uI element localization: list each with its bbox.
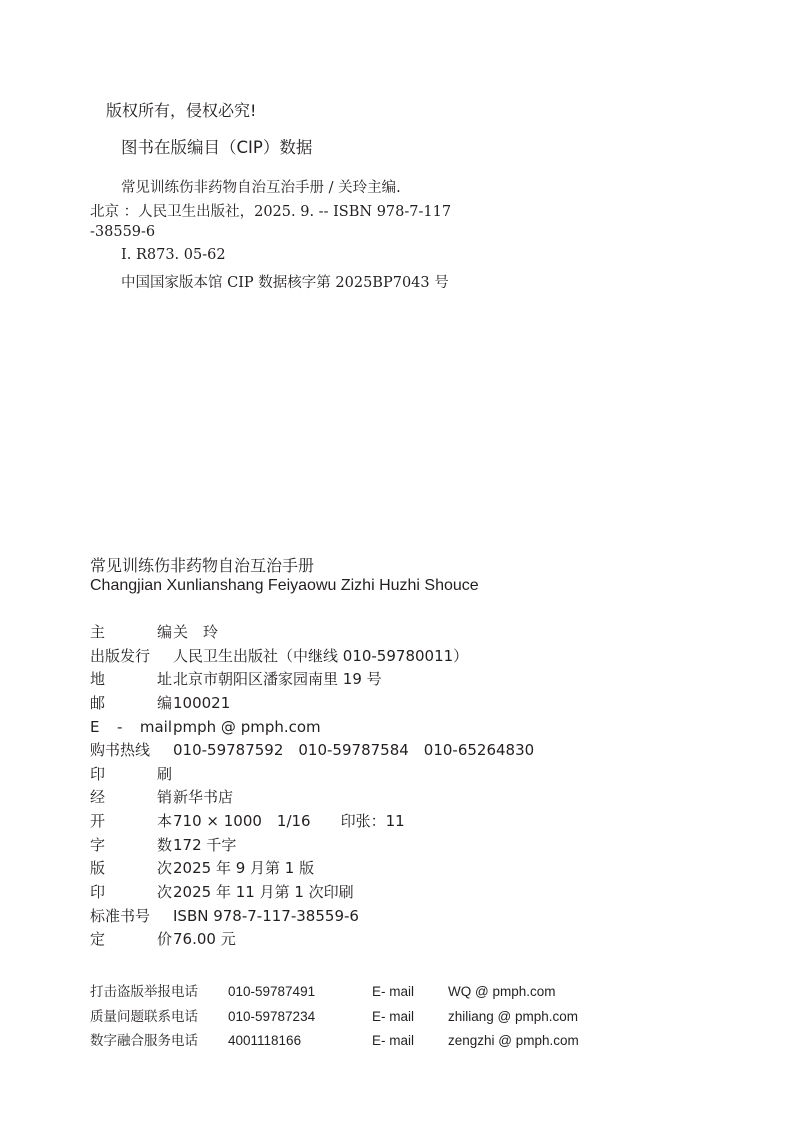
info-row [90,857,534,881]
info-row [90,645,534,669]
info-label [90,763,172,787]
cip-line-2: 北京 ：人民卫生出版社，2025. 9. -- ISBN 978-7-117 [90,204,452,220]
info-value: 2025 年 11 月第 1 次印刷 [173,883,354,902]
contact-phone: 010-59787234 [228,1008,316,1024]
info-row [90,716,534,740]
cip-line-3: -38559-6 [90,224,156,240]
info-value: 100021 [173,693,231,712]
info-label-part: 字 [90,835,106,854]
info-label [90,621,172,645]
contact-name: 数字融合服务电话 [90,1033,198,1049]
info-label [90,716,172,740]
info-row [90,928,534,952]
book-title: 常见训练伤非药物自治互治手册 [90,556,315,575]
info-label-part: 销 [156,788,172,807]
info-label-part: 编 [156,623,172,641]
cip-heading: 图书在版编目（CIP）数据 [121,138,313,157]
info-label [90,881,172,905]
info-value: ISBN 978-7-117-38559-6 [173,906,359,925]
info-value: pmph @ pmph.com [173,717,321,736]
info-value: 新华书店 [173,788,234,807]
cip-line-4: Ⅰ. R873. 05-62 [121,247,226,263]
info-label-part: 数 [156,835,172,854]
info-label [90,905,172,929]
info-value: 北京市朝阳区潘家园南里 19 号 [173,670,382,689]
contact-email: zengzhi @ pmph.com [448,1033,579,1048]
info-label [90,786,172,810]
info-label-part: 地 [90,670,106,689]
info-value: 关 玲 [173,623,219,641]
info-row [90,763,534,787]
info-label-part: 定 [90,930,106,949]
contact-email-label: E- mail [372,1008,415,1024]
info-row [90,881,534,905]
info-label [90,857,172,881]
info-label-part: 次 [156,883,172,902]
info-row [90,786,534,810]
contact-phone: 010-59787491 [228,984,316,999]
info-value: 172 千字 [173,835,237,854]
info-label [90,645,172,669]
info-value: 010-59787592 010-59787584 010-65264830 [173,741,535,760]
info-label [90,739,172,763]
info-value: 2025 年 9 月第 1 版 [173,859,315,878]
info-label [90,810,172,834]
contact-email: zhiliang @ pmph.com [448,1008,579,1024]
info-label-part: 版 [90,859,106,878]
copyright-notice: 版权所有，侵权必究! [106,101,257,120]
info-row [90,692,534,716]
info-label-part: 主 [90,623,106,641]
info-label-part: 邮 [90,693,106,712]
info-label-part: 标准书号 [90,906,151,925]
info-row [90,668,534,692]
info-label-part: 印 [90,883,106,902]
info-label-part: 次 [156,859,172,878]
info-label-part: E [90,717,100,736]
info-value: 710 × 1000 1/16 印张：11 [173,812,405,831]
info-label-part: 刷 [156,764,172,783]
info-row [90,810,534,834]
info-label-part: 本 [156,812,172,831]
contact-name: 打击盗版举报电话 [90,984,198,1000]
info-label-part: 出版发行 [90,646,151,665]
info-label [90,668,172,692]
contact-phone: 4001118166 [228,1033,302,1048]
info-row [90,739,534,763]
contact-email-label: E- mail [372,1033,415,1048]
book-pinyin-title: Changjian Xunlianshang Feiyaowu Zizhi Huzhi Shouce [90,577,479,594]
info-label-part: - [116,717,123,736]
info-label-part: 开 [90,812,106,831]
info-value: 人民卫生出版社（中继线 010-59780011） [173,646,469,665]
info-row [90,621,534,645]
info-row [90,905,534,929]
info-label-part: 址 [156,670,172,689]
contact-email: WQ @ pmph.com [448,984,556,999]
info-label-part: 编 [156,693,172,712]
info-row [90,834,534,858]
info-label-part: 经 [90,788,106,807]
info-label [90,834,172,858]
cip-line-5: 中国国家版本馆 CIP 数据核字第 2025BP7043 号 [121,275,449,291]
info-label [90,692,172,716]
cip-line-1: 常见训练伤非药物自治互治手册 / 关玲主编. [121,180,401,196]
info-label-part: 价 [156,930,172,949]
info-label-part: 印 [90,764,106,783]
info-label [90,928,172,952]
publication-info-table [90,621,534,952]
contact-name: 质量问题联系电话 [90,1008,198,1025]
contact-email-label: E- mail [372,984,415,999]
info-label-part: 购书热线 [90,741,151,760]
info-label-part: mail [139,717,172,736]
info-value: 76.00 元 [173,930,236,949]
